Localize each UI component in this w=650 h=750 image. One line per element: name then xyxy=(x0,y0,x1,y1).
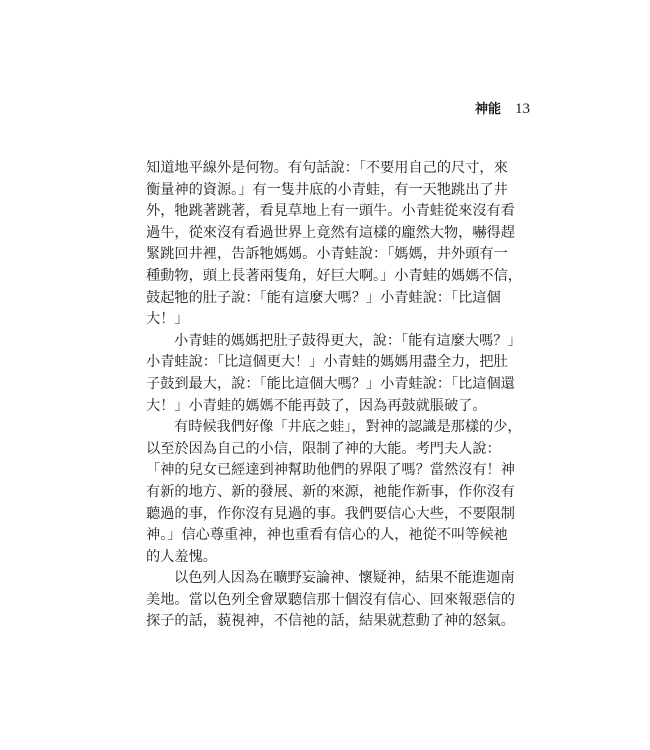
running-header-title: 神能 xyxy=(474,102,501,117)
text-line: 聽過的事，作你沒有見過的事。我們要信心大些，不要限制 xyxy=(146,505,515,522)
paragraph xyxy=(146,417,522,568)
text-line: 有時候我們好像「井底之蛙」，對神的認識是那樣的少， xyxy=(174,419,522,436)
text-line: 小青蛙說：「比這個更大！」小青蛙的媽媽用盡全力，把肚 xyxy=(146,354,508,371)
body-text xyxy=(146,158,522,633)
text-line: 大！」 xyxy=(146,311,189,328)
text-line: 以色列人因為在曠野妄論神、懷疑神，結果不能進迦南 xyxy=(174,570,515,587)
text-line: 外，牠跳著跳著，看見草地上有一頭牛。小青蛙從來沒有看 xyxy=(146,203,515,220)
text-line: 小青蛙的媽媽把肚子鼓得更大，說：「能有這麼大嗎？」 xyxy=(174,332,522,349)
text-line: 鼓起牠的肚子說：「能有這麼大嗎？」小青蛙說：「比這個 xyxy=(146,289,501,306)
page-number: 13 xyxy=(515,101,530,117)
text-line: 有新的地方、新的發展、新的來源，祂能作新事，作你沒有 xyxy=(146,483,515,500)
running-header xyxy=(440,98,530,118)
text-line: 神。」信心尊重神，神也重看有信心的人，祂從不叫等候祂 xyxy=(146,527,508,544)
text-line: 緊跳回井裡，告訴牠媽媽。小青蛙說：「媽媽，井外頭有一 xyxy=(146,246,508,263)
text-line: 種動物，頭上長著兩隻角，好巨大啊。」小青蛙的媽媽不信， xyxy=(146,267,522,284)
text-line: 美地。當以色列全會眾聽信那十個沒有信心、回來報惡信的 xyxy=(146,591,515,608)
text-line: 「神的兒女已經達到神幫助他們的界限了嗎？當然沒有！神 xyxy=(146,462,515,479)
paragraph xyxy=(146,158,522,331)
text-line: 以至於因為自己的小信，限制了神的大能。考門夫人說： xyxy=(146,440,501,457)
text-line: 知道地平線外是何物。有句話說：「不要用自己的尺寸，來 xyxy=(146,160,508,176)
paragraph xyxy=(146,568,515,633)
text-line: 大！」小青蛙的媽媽不能再鼓了，因為再鼓就脹破了。 xyxy=(146,397,487,414)
text-line: 探子的話，藐視神，不信祂的話，結果就惹動了神的怒氣。 xyxy=(146,613,515,630)
text-line: 過牛，從來沒有看過世界上竟然有這樣的龐然大物，嚇得趕 xyxy=(146,224,515,241)
text-line: 衡量神的資源。」有一隻井底的小青蛙，有一天牠跳出了井 xyxy=(146,181,508,198)
paragraph xyxy=(146,331,522,417)
text-line: 的人羞愧。 xyxy=(146,548,217,565)
text-line: 子鼓到最大，說：「能比這個大嗎？」小青蛙說：「比這個還 xyxy=(146,375,515,392)
